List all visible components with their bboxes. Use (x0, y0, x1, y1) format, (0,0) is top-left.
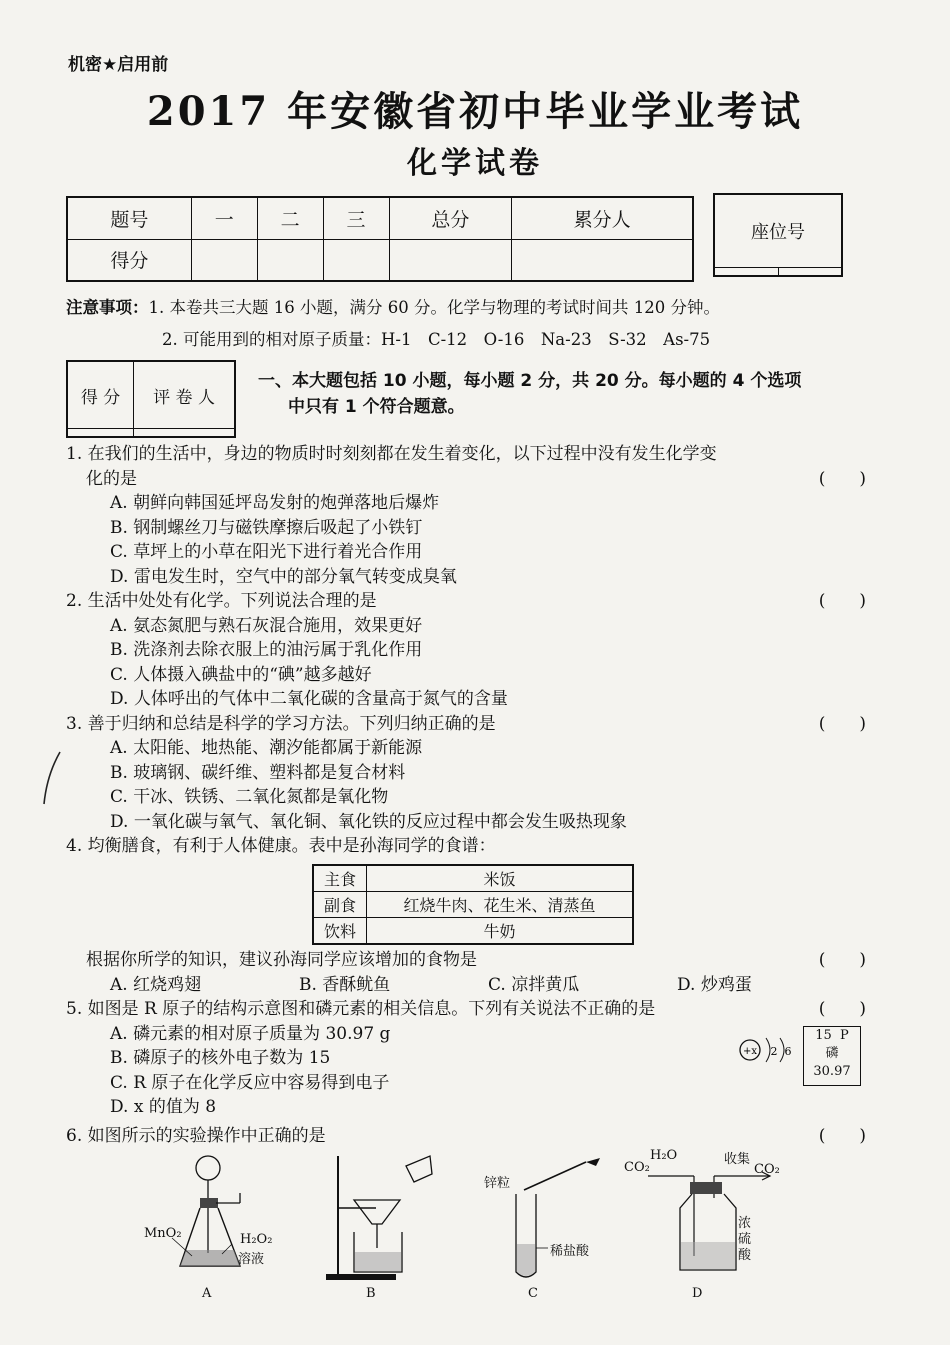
notes-heading: 注意事项： (66, 298, 149, 317)
option-d: D. 炒鸡蛋 (677, 974, 752, 995)
score-header-cell: 三 (323, 197, 389, 239)
score-header-cell: 总分 (389, 197, 512, 239)
answer-bracket[interactable]: ( ) (818, 713, 866, 734)
option-d: D. 一氧化碳与氧气、氧化铜、氧化铁的反应过程中都会发生吸热现象 (110, 811, 627, 832)
question-4-stem: 4. 均衡膳食，有利于人体健康。表中是孙海同学的食谱： (66, 836, 496, 856)
exam-title: 2017 年安徽省初中毕业学业考试 (146, 88, 804, 135)
option-a: A. 红烧鸡翅 (110, 974, 202, 995)
handwritten-mark (38, 748, 68, 808)
section-1-line-2: 中只有 1 个符合题意。 (288, 397, 465, 417)
answer-bracket[interactable]: ( ) (818, 468, 866, 489)
conc-acid-label-1: 浓 (738, 1216, 752, 1231)
acid-label: 稀盐酸 (550, 1244, 590, 1259)
menu-value: 红烧牛肉、花生米、清蒸鱼 (367, 892, 634, 918)
section-1-instructions (258, 368, 868, 420)
menu-table (312, 864, 634, 945)
question-stem: 5. 如图是 R 原子的结构示意图和磷元素的相关信息。下列有关说法不正确的是 (66, 999, 656, 1019)
option-b: B. 香酥鱿鱼 (299, 974, 391, 995)
grader-score-cell[interactable] (67, 429, 134, 437)
question-stem: 6. 如图所示的实验操作中正确的是 (66, 1125, 326, 1146)
element-name: 磷 (825, 1046, 839, 1061)
grader-name-cell[interactable] (134, 429, 235, 437)
option-b: B. 磷原子的核外电子数为 15 (110, 1048, 331, 1068)
option-b: B. 玻璃钢、碳纤维、塑料都是复合材料 (110, 762, 406, 783)
question-stem: 化的是 (86, 468, 137, 489)
element-symbol: P (840, 1028, 849, 1043)
answer-bracket[interactable]: ( ) (818, 999, 866, 1019)
score-row-label: 得分 (67, 239, 191, 281)
score-input-cell[interactable] (191, 239, 257, 281)
score-table (66, 196, 694, 282)
conc-acid-label-2: 硫 (738, 1232, 752, 1247)
menu-key: 主食 (313, 865, 367, 892)
section-1-line-1: 一、本大题包括 10 小题，每小题 2 分，共 20 分。每小题的 4 个选项 (258, 371, 802, 391)
question-stem: 1. 在我们的生活中，身边的物质时时刻刻都在发生着变化，以下过程中没有发生化学变 (66, 444, 717, 464)
figure-b (320, 1148, 440, 1308)
option-c: C. 干冰、铁锈、二氧化氮都是氧化物 (110, 787, 389, 807)
option-a: A. 氨态氮肥与熟石灰混合施用，效果更好 (110, 615, 423, 636)
mno2-label: MnO₂ (144, 1226, 182, 1241)
figure-label: C (528, 1286, 538, 1301)
water-label: H₂O (650, 1148, 678, 1163)
answer-bracket[interactable]: ( ) (818, 950, 866, 970)
phosphorus-element-card (803, 1026, 861, 1086)
question-4-options (66, 973, 866, 998)
seat-number-table (713, 193, 843, 277)
atom-structure-diagram (736, 1030, 806, 1070)
flask-apparatus-icon (140, 1148, 273, 1288)
question-3 (66, 712, 866, 835)
score-input-cell[interactable] (389, 239, 512, 281)
option-c: C. 草坪上的小草在阳光下进行着光合作用 (110, 542, 423, 562)
test-tube-icon (476, 1148, 636, 1288)
figure-label: B (366, 1286, 376, 1301)
notes (66, 292, 720, 356)
question-stem: 3. 善于归纳和总结是科学的学习方法。下列归纳正确的是 (66, 713, 496, 734)
seat-number-cell[interactable] (714, 267, 778, 276)
option-d: D. 人体呼出的气体中二氧化碳的含量高于氮气的含量 (110, 689, 508, 709)
score-header-cell: 二 (257, 197, 323, 239)
answer-bracket[interactable]: ( ) (818, 591, 866, 611)
collect-label: 收集 (724, 1152, 751, 1167)
exam-subtitle: 化学试卷 (407, 146, 543, 181)
option-a: A. 磷元素的相对原子质量为 30.97 g (110, 1023, 391, 1044)
grader-name-label: 评 卷 人 (134, 361, 235, 429)
menu-key: 饮料 (313, 918, 367, 945)
answer-bracket[interactable]: ( ) (818, 1125, 866, 1146)
option-a: A. 朝鲜向韩国延坪岛发射的炮弹落地后爆炸 (110, 493, 440, 513)
figure-c (476, 1148, 636, 1308)
option-c: C. R 原子在化学反应中容易得到电子 (110, 1072, 390, 1093)
option-b: B. 洗涤剂去除衣服上的油污属于乳化作用 (110, 640, 423, 660)
grader-score-label: 得 分 (67, 361, 134, 429)
score-input-cell[interactable] (257, 239, 323, 281)
solution-label: 溶液 (238, 1252, 265, 1267)
seat-number-label: 座位号 (714, 194, 842, 267)
figure-label: A (202, 1286, 212, 1301)
co2-out-label: CO₂ (754, 1162, 780, 1177)
menu-value: 米饭 (367, 865, 634, 892)
nucleus-charge: +x (742, 1046, 758, 1057)
option-d: D. 雷电发生时，空气中的部分氧气转变成臭氧 (110, 566, 457, 587)
option-c: C. 人体摄入碘盐中的“碘”越多越好 (110, 664, 372, 685)
h2o2-label: H₂O₂ (240, 1232, 273, 1247)
seat-number-cell[interactable] (778, 267, 842, 276)
notes-line-1: 1. 本卷共三大题 16 小题，满分 60 分。化学与物理的考试时间共 120 分钟。 (148, 298, 720, 317)
option-b: B. 钢制螺丝刀与磁铁摩擦后吸起了小铁钉 (110, 517, 423, 538)
score-header-cell: 题号 (67, 197, 191, 239)
figure-d (620, 1148, 800, 1308)
question-4-ask: 根据你所学的知识，建议孙海同学应该增加的食物是 (86, 950, 477, 970)
score-header-cell: 累分人 (512, 197, 693, 239)
question-1 (66, 442, 866, 589)
conc-acid-label-3: 酸 (738, 1248, 752, 1263)
question-stem: 2. 生活中处处有化学。下列说法合理的是 (66, 591, 377, 611)
filtration-apparatus-icon (320, 1148, 440, 1288)
score-header-cell: 一 (191, 197, 257, 239)
option-d: D. x 的值为 8 (110, 1097, 217, 1117)
confidential-label: 机密★启用前 (68, 55, 169, 75)
grader-table (66, 360, 236, 438)
co2-in-label: CO₂ (624, 1160, 650, 1175)
shell-2-electrons: 6 (784, 1045, 792, 1058)
menu-key: 副食 (313, 892, 367, 918)
atomic-mass: 30.97 (813, 1064, 851, 1079)
shell-1-electrons: 2 (770, 1045, 778, 1058)
question-2 (66, 589, 866, 712)
figure-a (140, 1148, 273, 1308)
score-input-cell[interactable] (512, 239, 693, 281)
zinc-label: 锌粒 (484, 1176, 511, 1191)
figure-label: D (692, 1286, 703, 1301)
menu-value: 牛奶 (367, 918, 634, 945)
score-input-cell[interactable] (323, 239, 389, 281)
option-a: A. 太阳能、地热能、潮汐能都属于新能源 (110, 738, 423, 758)
questions-1-3 (66, 442, 866, 859)
notes-line-2: 2. 可能用到的相对原子质量：H-1 C-12 O-16 Na-23 S-32 As-75 (162, 330, 711, 349)
option-c: C. 凉拌黄瓜 (488, 974, 580, 995)
atomic-number: 15 (815, 1028, 832, 1043)
